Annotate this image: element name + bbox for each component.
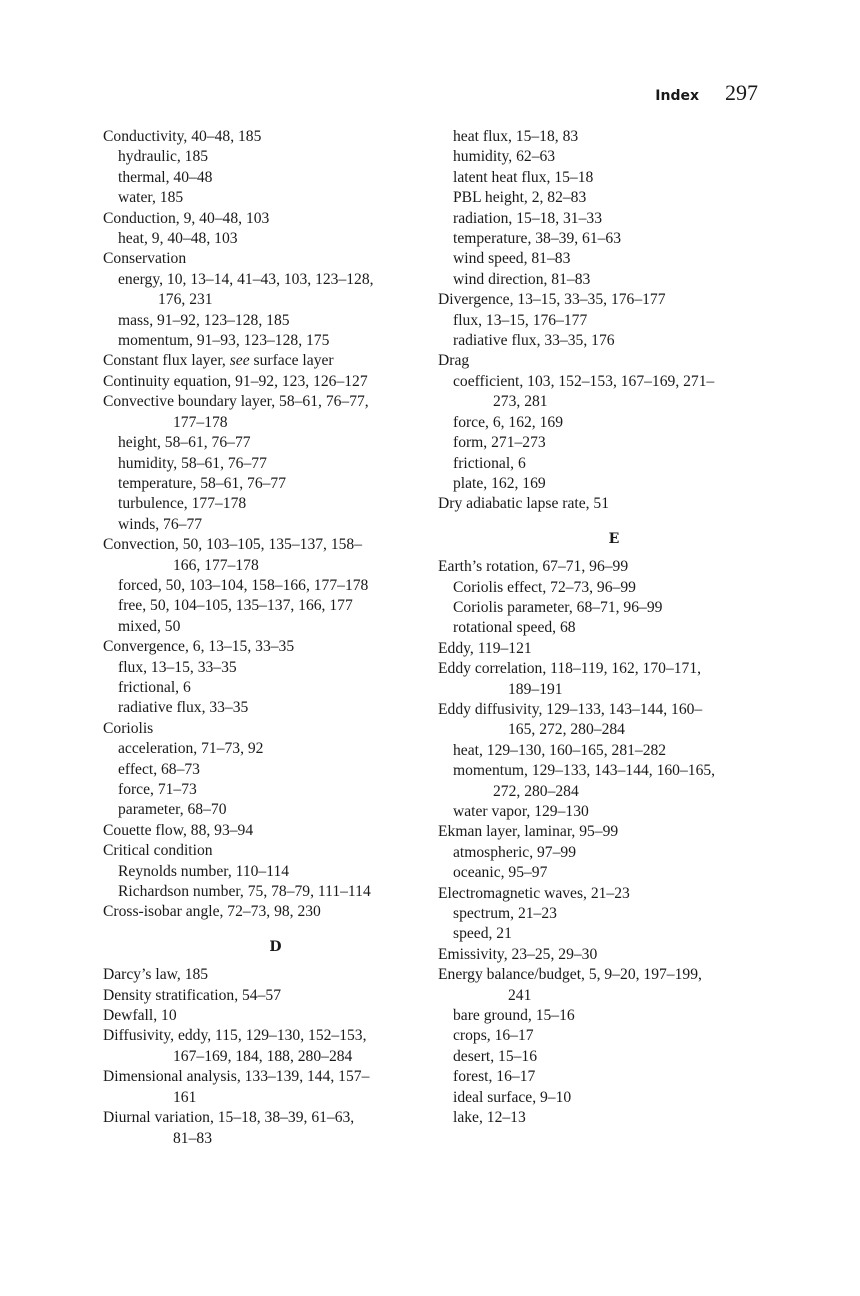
index-subentry [438,331,790,351]
running-head [655,80,758,106]
index-entry-line: radiation, 15–18, 31–33 [453,209,602,227]
index-entry-line: wind direction, 81–83 [453,270,591,288]
index-subentry [103,882,448,902]
index-entry-line: coefficient, 103, 152–153, 167–169, 271– [453,372,715,390]
index-entry-line: Eddy, 119–121 [438,639,532,657]
index-subentry [438,188,790,208]
index-entry-line: Eddy correlation, 118–119, 162, 170–171, [438,660,702,678]
index-entry [103,351,448,371]
index-entry [103,127,448,147]
index-entry-line: energy, 10, 13–14, 41–43, 103, 123–128, [118,270,374,288]
index-entry-line: Drag [438,352,470,370]
index-entry-line: Electromagnetic waves, 21–23 [438,884,630,902]
index-entry-line: atmospheric, 97–99 [453,843,576,861]
index-entry-continuation: 161 [173,1088,197,1106]
index-entry [438,884,790,904]
index-entry-line: forest, 16–17 [453,1068,536,1086]
index-entry [103,637,448,657]
index-entry-line: effect, 68–73 [118,760,200,778]
index-subentry [438,1088,790,1108]
index-subentry [103,800,448,820]
index-column-right [438,127,790,1129]
page-number: 297 [725,80,758,105]
index-entry-line: mass, 91–92, 123–128, 185 [118,311,290,329]
index-entry [438,965,790,1006]
index-entry-line: heat, 9, 40–48, 103 [118,230,238,248]
index-subentry [103,147,448,167]
index-subentry [438,433,790,453]
index-entry-line: heat flux, 15–18, 83 [453,128,579,145]
index-entry [438,494,790,514]
index-subentry [438,311,790,331]
index-entry-line: heat, 129–130, 160–165, 281–282 [453,741,667,759]
index-subentry [103,658,448,678]
index-subentry [103,739,448,759]
index-entry-line: height, 58–61, 76–77 [118,434,251,452]
index-subentry [103,188,448,208]
index-entry [438,822,790,842]
index-entry [103,372,448,392]
index-subentry [103,311,448,331]
index-entry-line: oceanic, 95–97 [453,864,548,882]
index-entry-line: Diffusivity, eddy, 115, 129–130, 152–153, [103,1027,367,1045]
index-entry-continuation: 189–191 [508,680,563,698]
index-entry-continuation: 165, 272, 280–284 [508,721,625,739]
index-entry-line: wind speed, 81–83 [453,250,571,268]
index-entry [438,557,790,577]
index-subentry [103,780,448,800]
index-entry-line: Earth’s rotation, 67–71, 96–99 [438,558,629,576]
index-subentry [103,229,448,249]
index-entry-continuation: 81–83 [173,1129,212,1147]
index-subentry [438,474,790,494]
running-head-title: Index [655,88,699,104]
index-entry-line: Conservation [103,250,187,268]
index-entry-line: spectrum, 21–23 [453,905,557,923]
index-subentry [438,249,790,269]
index-subentry [438,147,790,167]
index-subentry [438,1026,790,1046]
index-entry-line: plate, 162, 169 [453,474,546,492]
index-subentry [438,127,790,147]
index-entry-line: Density stratification, 54–57 [103,986,281,1004]
index-entry-line: PBL height, 2, 82–83 [453,189,587,207]
index-entry-line: Eddy diffusivity, 129–133, 143–144, 160– [438,700,703,718]
index-subentry [438,209,790,229]
index-entry-line: Couette flow, 88, 93–94 [103,821,254,839]
index-subentry [438,229,790,249]
index-subentry [103,331,448,351]
index-entry [438,945,790,965]
index-subentry [103,862,448,882]
index-entry [438,659,790,700]
index-entry-line: humidity, 58–61, 76–77 [118,454,267,472]
entry-term: Constant flux layer, [103,352,230,370]
section-letter-heading: E [608,530,620,547]
index-entry-line: force, 6, 162, 169 [453,413,563,431]
index-entry [438,290,790,310]
index-subentry [438,904,790,924]
index-entry-line: bare ground, 15–16 [453,1007,575,1025]
index-subentry [438,372,790,413]
index-entry-line: lake, 12–13 [453,1109,526,1127]
index-entry-line: forced, 50, 103–104, 158–166, 177–178 [118,576,369,594]
index-entry-line: temperature, 58–61, 76–77 [118,474,287,492]
index-entry-line: Coriolis [103,719,154,737]
index-entry-continuation: 177–178 [173,413,228,431]
index-entry-line: Conduction, 9, 40–48, 103 [103,209,270,227]
index-entry-line: Cross-isobar angle, 72–73, 98, 230 [103,903,321,921]
index-entry-line: temperature, 38–39, 61–63 [453,230,622,248]
index-subentry [438,1067,790,1087]
index-subentry [103,168,448,188]
see-target: surface layer [249,352,334,370]
index-entry-line: Convection, 50, 103–105, 135–137, 158– [103,536,363,554]
index-entry [103,249,448,269]
index-entry-line: winds, 76–77 [118,515,203,533]
index-entry-continuation: 176, 231 [158,291,213,309]
index-subentry [438,413,790,433]
index-subentry [103,433,448,453]
index-subentry [103,454,448,474]
index-entry [103,535,448,576]
see-reference: see [229,352,250,370]
index-entry [103,719,448,739]
index-entry-continuation: 272, 280–284 [493,782,579,800]
index-entry-line: Richardson number, 75, 78–79, 111–114 [118,883,371,901]
index-entry-line: Convective boundary layer, 58–61, 76–77, [103,393,369,411]
index-entry-line: Energy balance/budget, 5, 9–20, 197–199, [438,966,702,984]
index-entry-line: Coriolis effect, 72–73, 96–99 [453,578,636,596]
index-subentry [438,1108,790,1128]
index-entry-line: Dimensional analysis, 133–139, 144, 157– [103,1068,370,1086]
index-entry-line: Dewfall, 10 [103,1007,177,1025]
index-subentry [438,843,790,863]
index-entry-line: form, 271–273 [453,434,546,452]
index-subentry [438,1006,790,1026]
index-entry [103,1006,448,1026]
index-subentry [438,454,790,474]
index-subentry [438,598,790,618]
index-subentry [438,802,790,822]
index-entry-line: momentum, 129–133, 143–144, 160–165, [453,762,716,780]
index-entry-line: frictional, 6 [118,678,191,696]
index-entry-line: rotational speed, 68 [453,619,576,637]
index-entry-line: force, 71–73 [118,781,197,798]
index-entry-line: frictional, 6 [453,454,526,472]
index-entry-line: speed, 21 [453,925,512,943]
section-letter-heading: D [269,938,282,955]
index-entry-line: Reynolds number, 110–114 [118,862,290,880]
index-subentry [438,761,790,802]
index-entry-line: Darcy’s law, 185 [103,966,209,984]
index-entry [438,351,790,371]
index-subentry [103,270,448,311]
index-entry-line: momentum, 91–93, 123–128, 175 [118,332,330,350]
index-entry-line: Convergence, 6, 13–15, 33–35 [103,638,295,656]
index-subentry [103,515,448,535]
index-entry-line: Conductivity, 40–48, 185 [103,128,262,145]
index-subentry [438,578,790,598]
index-subentry [103,760,448,780]
index-subentry [103,494,448,514]
index-entry [103,209,448,229]
index-subentry [438,1047,790,1067]
index-entry-line: Emissivity, 23–25, 29–30 [438,945,598,963]
index-entry [103,1108,448,1149]
index-entry-line: acceleration, 71–73, 92 [118,740,264,758]
index-entry [103,986,448,1006]
index-entry [103,1026,448,1067]
index-entry [103,841,448,861]
index-entry-continuation: 273, 281 [493,393,548,411]
index-entry-line: Divergence, 13–15, 33–35, 176–177 [438,291,666,309]
index-entry [103,902,448,922]
index-subentry [103,576,448,596]
index-entry-line: humidity, 62–63 [453,148,556,166]
index-entry-line: ideal surface, 9–10 [453,1088,572,1106]
index-entry-line: water vapor, 129–130 [453,803,589,820]
index-entry-continuation: 167–169, 184, 188, 280–284 [173,1047,353,1065]
index-entry-line: mixed, 50 [118,617,181,635]
index-entry [438,700,790,741]
index-entry-line: Continuity equation, 91–92, 123, 126–127 [103,372,368,390]
index-entry-line: crops, 16–17 [453,1027,534,1045]
index-entry-continuation: 166, 177–178 [173,556,259,574]
index-column-left [103,127,448,1149]
index-entry-line: parameter, 68–70 [118,801,227,819]
index-subentry [438,863,790,883]
index-entry-line: radiative flux, 33–35, 176 [453,332,615,350]
index-entry-line: desert, 15–16 [453,1047,538,1065]
index-subentry [103,698,448,718]
index-entry [103,821,448,841]
index-entry [103,1067,448,1108]
index-entry-line: Dry adiabatic lapse rate, 51 [438,495,610,513]
index-subentry [438,741,790,761]
index-entry [438,639,790,659]
index-entry-line: water, 185 [118,189,184,207]
index-subentry [103,596,448,616]
index-entry-line: hydraulic, 185 [118,148,209,166]
index-entry-line: Diurnal variation, 15–18, 38–39, 61–63, [103,1109,355,1127]
index-entry-line: thermal, 40–48 [118,168,213,186]
index-entry-line: flux, 13–15, 33–35 [118,658,237,676]
index-entry [103,965,448,985]
index-subentry [438,168,790,188]
index-entry [103,392,448,433]
index-entry-continuation: 241 [508,986,532,1004]
index-subentry [103,617,448,637]
index-subentry [438,924,790,944]
index-subentry [438,270,790,290]
index-subentry [103,678,448,698]
index-entry-line: turbulence, 177–178 [118,495,247,513]
index-subentry [438,618,790,638]
index-entry-line: radiative flux, 33–35 [118,699,249,717]
index-entry-line: Ekman layer, laminar, 95–99 [438,823,619,841]
index-entry-line: free, 50, 104–105, 135–137, 166, 177 [118,597,353,615]
index-subentry [103,474,448,494]
index-entry-line [103,351,448,371]
index-entry-line: flux, 13–15, 176–177 [453,311,588,329]
index-entry-line: Critical condition [103,842,213,860]
index-entry-line: Coriolis parameter, 68–71, 96–99 [453,598,663,616]
index-entry-line: latent heat flux, 15–18 [453,168,594,186]
